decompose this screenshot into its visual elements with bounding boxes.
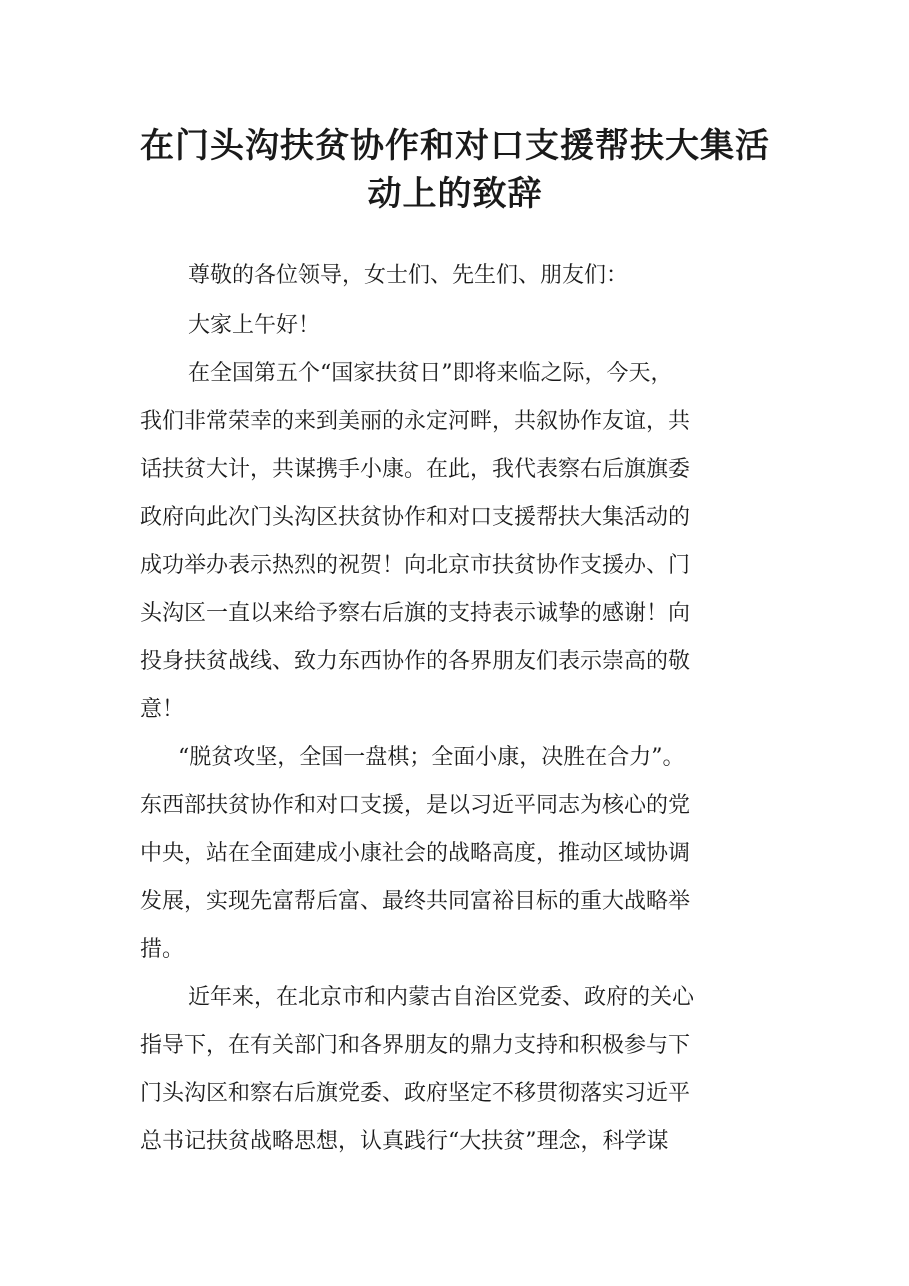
paragraph-1-line: 意！ — [140, 697, 185, 722]
document-title-line-2: 动上的致辞 — [367, 174, 543, 214]
paragraph-1-line: 话扶贫大计，共谋携手小康。在此，我代表察右后旗旗委 — [140, 457, 691, 482]
paragraph-2-line: 东西部扶贫协作和对口支援，是以习近平同志为核心的党 — [140, 793, 691, 818]
paragraph-3-line: 总书记扶贫战略思想，认真践行“大扶贫”理念，科学谋 — [140, 1129, 669, 1154]
paragraph-1-line: 头沟区一直以来给予察右后旗的支持表示诚挚的感谢！向 — [140, 601, 691, 626]
paragraph-2-line: 发展，实现先富帮后富、最终共同富裕目标的重大战略举 — [140, 889, 691, 914]
paragraph-3-line: 近年来，在北京市和内蒙古自治区党委、政府的关心 — [188, 985, 695, 1010]
salutation-line: 大家上午好！ — [188, 313, 321, 338]
paragraph-1-line: 政府向此次门头沟区扶贫协作和对口支援帮扶大集活动的 — [140, 505, 691, 530]
paragraph-3-line: 门头沟区和察右后旗党委、政府坚定不移贯彻落实习近平 — [140, 1081, 691, 1106]
paragraph-2-line: 中央，站在全面建成小康社会的战略高度，推动区域协调 — [140, 841, 691, 866]
paragraph-1-line: 我们非常荣幸的来到美丽的永定河畔，共叙协作友谊，共 — [140, 409, 691, 434]
paragraph-1-line: 在全国第五个“国家扶贫日”即将来临之际，今天， — [188, 361, 673, 386]
greeting-line: 尊敬的各位领导，女士们、先生们、朋友们： — [188, 263, 629, 288]
paragraph-1-line: 成功举办表示热烈的祝贺！向北京市扶贫协作支援办、门 — [140, 553, 691, 578]
paragraph-3-line: 指导下，在有关部门和各界朋友的鼎力支持和积极参与下 — [140, 1033, 691, 1058]
paragraph-2-line: 措。 — [140, 937, 185, 962]
document-title-line-1: 在门头沟扶贫协作和对口支援帮扶大集活 — [140, 126, 770, 166]
paragraph-1-line: 投身扶贫战线、致力东西协作的各界朋友们表示崇高的敬 — [140, 649, 691, 674]
paragraph-2-line: “脱贫攻坚，全国一盘棋；全面小康，决胜在合力”。 — [178, 745, 685, 770]
